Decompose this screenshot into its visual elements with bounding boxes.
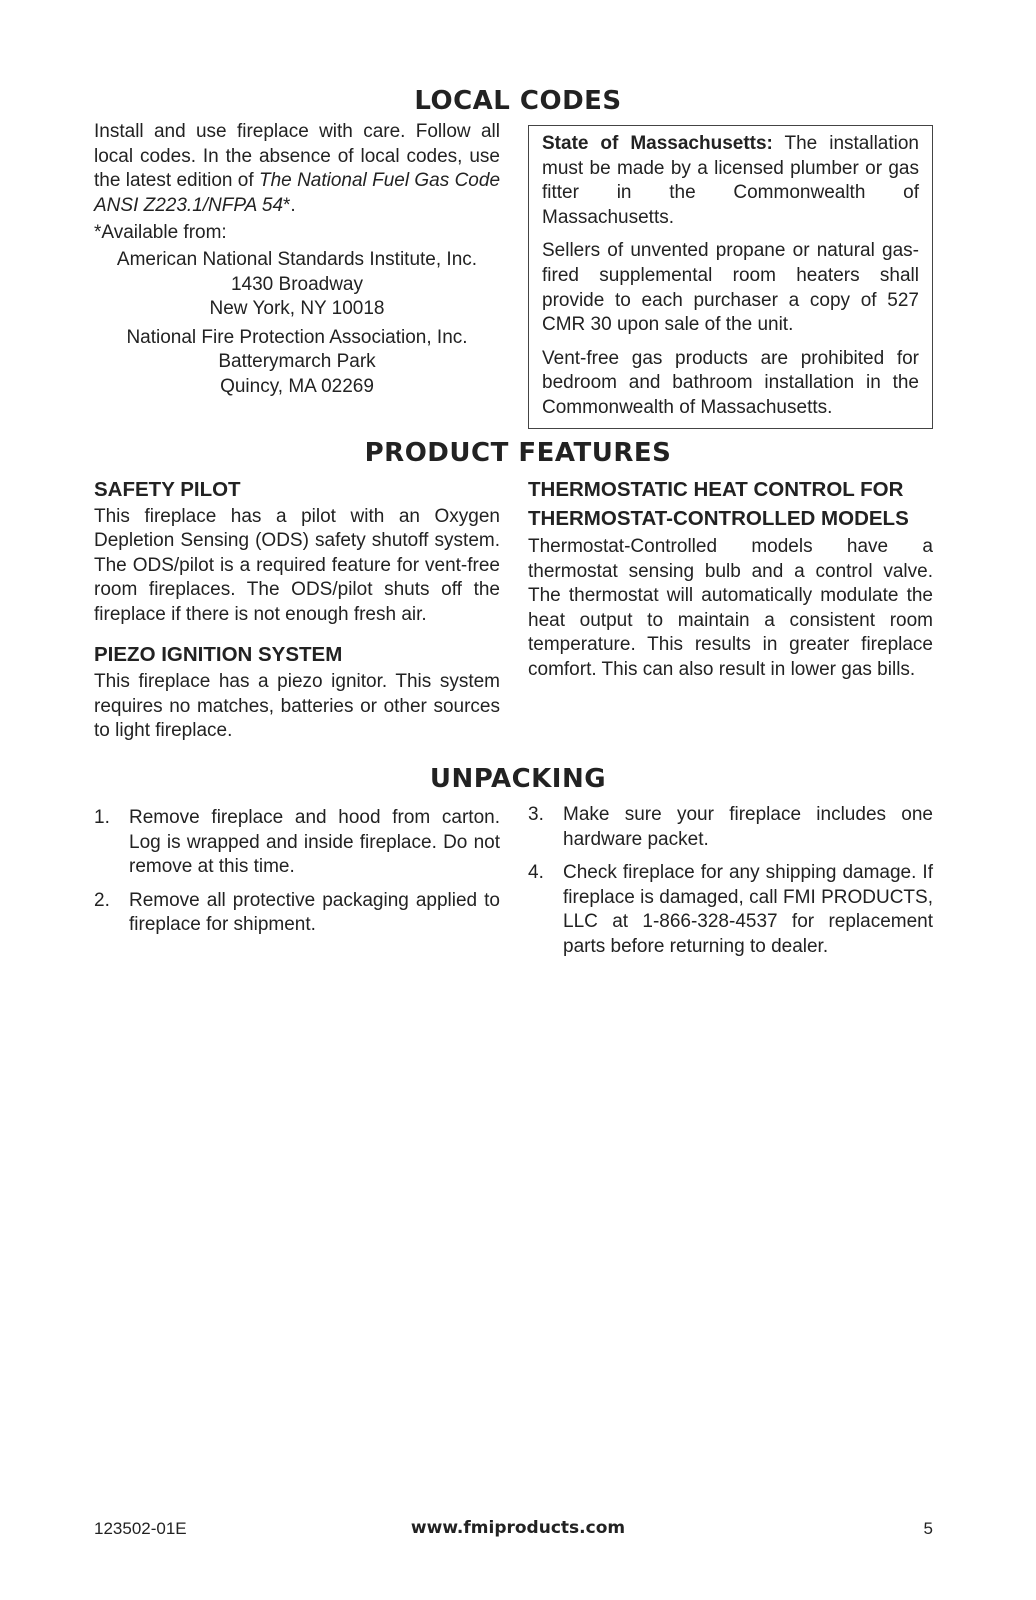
available-from: *Available from: <box>94 222 227 244</box>
address-line: American National Standards Institute, Inc. <box>116 248 478 270</box>
address-nfpa <box>94 326 500 400</box>
address-line: Batterymarch Park <box>218 351 376 373</box>
piezo-heading: PIEZO IGNITION SYSTEM <box>94 643 343 667</box>
doc-number: 123502-01E <box>94 1519 187 1538</box>
intro-end: *. <box>283 194 296 216</box>
sellers-note: Sellers of unvented propane or natural gas-fired supplemental room heaters shall provide to each purchaser a copy of 527 CMR 30 upon sale of the unit. <box>542 240 919 336</box>
features-right-column <box>528 476 933 683</box>
list-text: Make sure your fireplace includes one hardware packet. <box>563 804 933 850</box>
local-codes-left-column <box>94 120 500 400</box>
vent-free-prohibition-note: Vent-free gas products are prohibited for bedroom and bathroom installation in the Commonwealth of Massachusetts. <box>542 347 919 418</box>
features-left-column <box>94 476 500 744</box>
list-text: Remove all protective packaging applied to fireplace for shipment. <box>129 889 500 936</box>
list-item <box>94 889 500 938</box>
address-ansi <box>94 248 500 322</box>
safety-pilot-heading: SAFETY PILOT <box>94 478 241 501</box>
safety-pilot-text: This fireplace has a pilot with an Oxygen Depletion Sensing (ODS) safety shutoff system. The ODS/pilot is a required feature for vent-free room fireplaces. The ODS/pilot shuts off the fireplace if there is not enough fresh air. <box>94 505 500 625</box>
local-codes-title: LOCAL CODES <box>414 86 622 116</box>
list-item <box>94 806 500 880</box>
thermostatic-text: Thermostat-Controlled models have a thermostat sensing bulb and a control valve. The thermostat will automatically modulate the heat output to maintain a consistent room temperature. This results in greater fireplace comfort. This can also result in lower gas bills. <box>528 536 933 680</box>
intro-text: Install and use fireplace with care. Follow all local codes. In the absence of local codes, use the latest edition of <box>94 121 500 192</box>
page-number: 5 <box>923 1519 933 1538</box>
unpacking-title: UNPACKING <box>429 764 607 794</box>
massachusetts-label: State of Massachusetts: <box>542 133 773 154</box>
list-number: 2. <box>94 889 110 911</box>
list-number: 3. <box>528 804 544 825</box>
list-text: Check fireplace for any shipping damage. If fireplace is damaged, call FMI PRODUCTS, LLC at 1-866-328-4537 for replacement parts before returning to dealer. <box>563 862 933 957</box>
address-line: National Fire Protection Association, Inc. <box>126 326 468 348</box>
unpacking-left-column <box>94 806 500 947</box>
address-line: New York, NY 10018 <box>209 298 385 320</box>
list-number: 4. <box>528 862 544 884</box>
website-url: www.fmiproducts.com <box>410 1518 626 1538</box>
piezo-text: This fireplace has a piezo ignitor. This system requires no matches, batteries or other sources to light fireplace. <box>94 670 500 742</box>
product-features-title: PRODUCT FEATURES <box>364 438 672 468</box>
massachusetts-installation-note <box>542 132 919 230</box>
list-item <box>528 861 933 959</box>
massachusetts-text: The installation must be made by a licensed plumber or gas fitter in the Commonwealth of Massachusetts. <box>542 133 919 228</box>
address-line: Quincy, MA 02269 <box>220 375 374 397</box>
list-number: 1. <box>94 807 110 828</box>
address-line: 1430 Broadway <box>230 273 364 295</box>
local-codes-intro <box>94 120 500 218</box>
massachusetts-notice-box <box>528 125 933 429</box>
list-item <box>528 803 933 852</box>
thermostatic-heading: THERMOSTATIC HEAT CONTROL FOR THERMOSTAT-CONTROLLED MODELS <box>528 478 909 530</box>
intro-code-title: The National Fuel Gas Code ANSI Z223.1/NFPA 54 <box>94 170 501 216</box>
unpacking-right-column <box>528 803 933 969</box>
list-text: Remove fireplace and hood from carton. Log is wrapped and inside fireplace. Do not remove at this time. <box>129 807 500 878</box>
